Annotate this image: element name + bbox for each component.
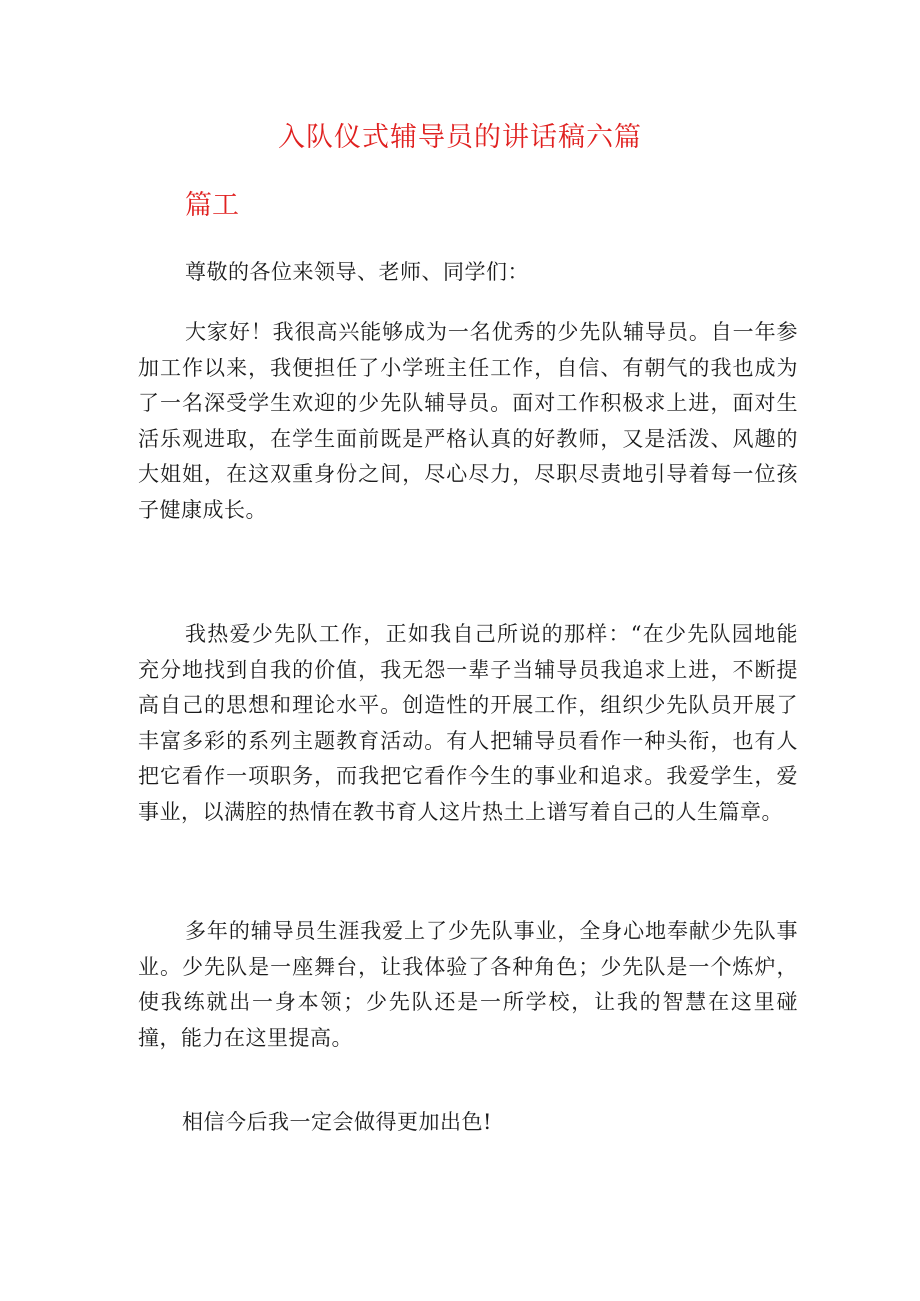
document-title: 入队仪式辅导员的讲话稿六篇 [278, 122, 642, 153]
salutation: 尊敬的各位来领导、老师、同学们： [185, 260, 529, 284]
section-heading: 篇工 [185, 190, 239, 221]
closing-line: 相信今后我一定会做得更加出色! [182, 1110, 492, 1134]
body-paragraph-3: 多年的辅导员生涯我爱上了少先队事业，全身心地奉献少先队事业。少先队是一座舞台，让我体验了各种角色；少先队是一个炼炉，使我练就出一身本领；少先队还是一所学校，让我的智慧在这里碰撞，能力在这里提高。 [138, 919, 798, 1050]
body-paragraph-2: 我热爱少先队工作，正如我自己所说的那样：“在少先队园地能充分地找到自我的价值，我无怨一辈子当辅导员我追求上进，不断提高自己的思想和理论水平。创造性的开展工作，组织少先队员开展了丰富多彩的系列主题教育活动。有人把辅导员看作一种头衔，也有人把它看作一项职务，而我把它看作今生的事业和追求。我爱学生，爱事业，以满腔的热情在教书育人这片热土上谱写着自己的人生篇章。 [138, 622, 798, 824]
body-paragraph-1: 大家好！我很高兴能够成为一名优秀的少先队辅导员。自一年参加工作以来，我便担任了小学班主任工作，自信、有朝气的我也成为了一名深受学生欢迎的少先队辅导员。面对工作积极求上进，面对生活乐观进取，在学生面前既是严格认真的好教师，又是活泼、风趣的大姐姐，在这双重身份之间，尽心尽力，尽职尽责地引导着每一位孩子健康成长。 [138, 320, 798, 522]
